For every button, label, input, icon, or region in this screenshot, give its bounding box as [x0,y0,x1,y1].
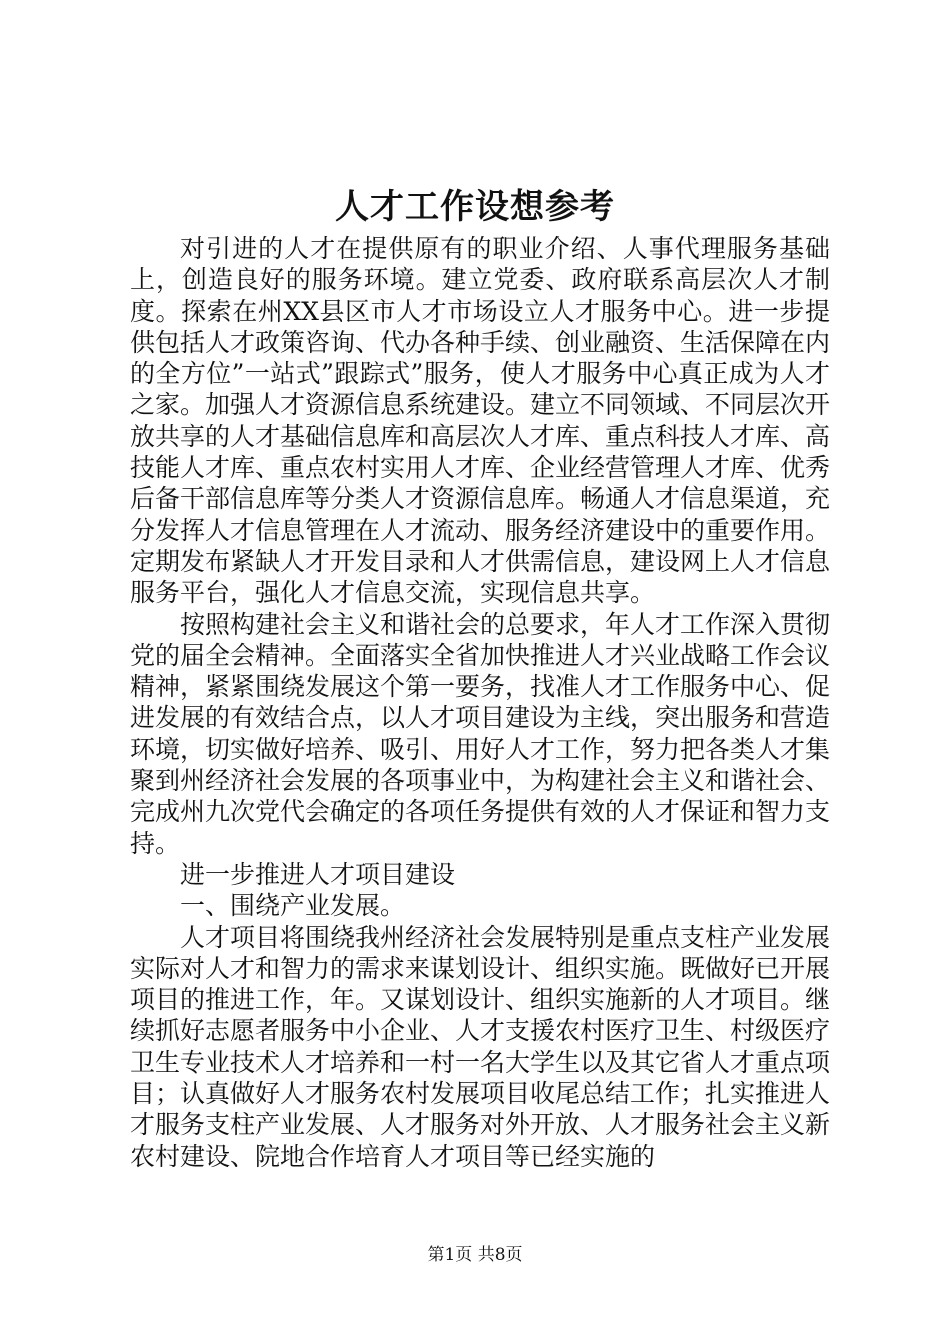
document-body [130,233,830,1172]
subsection-heading: 一、围绕产业发展。 [180,891,406,921]
page-number-footer: 第1页 共8页 [427,1245,523,1265]
paragraph-talent-services: 对引进的人才在提供原有的职业介绍、人事代理服务基础上，创造良好的服务环境。建立党委、政府联系高层次人才制度。探索在州XX县区市人才市场设立人才服务中心。进一步提供包括人才政策咨询、代办各种手续、创业融资、生活保障在内的全方位”一站式”跟踪式”服务，使人才服务中心真正成为人才之家。加强人才资源信息系统建设。建立不同领域、不同层次开放共享的人才基础信息库和高层次人才库、重点科技人才库、高技能人才库、重点农村实用人才库、企业经营管理人才库、优秀后备干部信息库等分类人才资源信息库。畅通人才信息渠道，充分发挥人才信息管理在人才流动、服务经济建设中的重要作用。定期发布紧缺人才开发目录和人才供需信息，建设网上人才信息服务平台，强化人才信息交流，实现信息共享。 [130,234,831,608]
document-title: 人才工作设想参考 [335,187,615,227]
paragraph-talent-projects: 人才项目将围绕我州经济社会发展特别是重点支柱产业发展实际对人才和智力的需求来谋划设计、组织实施。既做好已开展项目的推进工作，年。又谋划设计、组织实施新的人才项目。继续抓好志愿者服务中小企业、人才支援农村医疗卫生、村级医疗卫生专业技术人才培养和一村一名大学生以及其它省人才重点项目；认真做好人才服务农村发展项目收尾总结工作；扎实推进人才服务支柱产业发展、人才服务对外开放、人才服务社会主义新农村建设、院地合作培育人才项目等已经实施的 [130,922,831,1171]
section-heading: 进一步推进人才项目建设 [180,859,456,889]
paragraph-overall-requirements: 按照构建社会主义和谐社会的总要求，年人才工作深入贯彻党的届全会精神。全面落实全省加快推进人才兴业战略工作会议精神，紧紧围绕发展这个第一要务，找准人才工作服务中心、促进发展的有效结合点，以人才项目建设为主线，突出服务和营造环境，切实做好培养、吸引、用好人才工作，努力把各类人才集聚到州经济社会发展的各项事业中，为构建社会主义和谐社会、完成州九次党代会确定的各项任务提供有效的人才保证和智力支持。 [130,609,831,858]
